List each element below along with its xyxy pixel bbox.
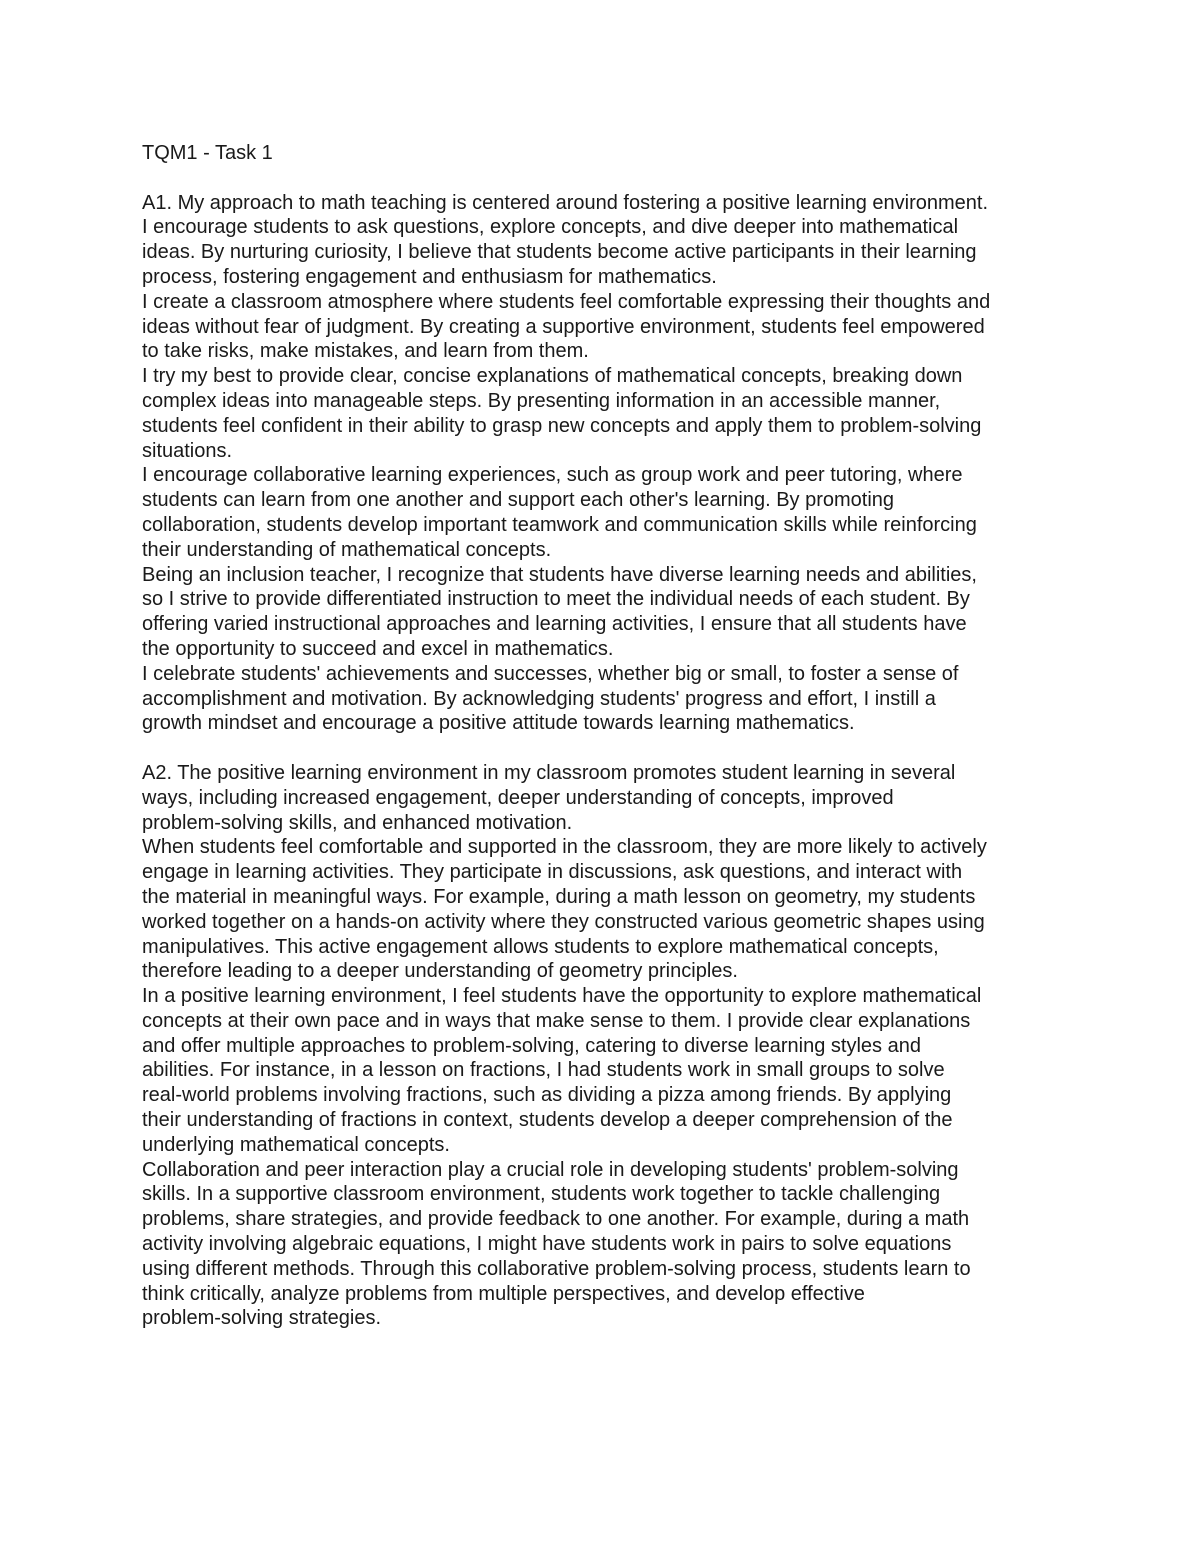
blank-line (142, 736, 1072, 761)
text-line: ideas. By nurturing curiosity, I believe that students become active participants in their learning (142, 241, 977, 264)
text-line: manipulatives. This active engagement allows students to explore mathematical concepts, (142, 935, 939, 958)
text-line: problem-solving skills, and enhanced motivation. (142, 811, 573, 834)
text-line: the material in meaningful ways. For example, during a math lesson on geometry, my students (142, 885, 976, 908)
section-a1 (142, 191, 1072, 737)
text-line: real-world problems involving fractions, such as dividing a pizza among friends. By applying (142, 1084, 952, 1107)
document-title: TQM1 - Task 1 (142, 142, 273, 164)
text-line: students feel confident in their ability to grasp new concepts and apply them to problem-solving (142, 414, 982, 437)
text-line: I try my best to provide clear, concise explanations of mathematical concepts, breaking down (142, 365, 963, 388)
text-line: I celebrate students' achievements and successes, whether big or small, to foster a sense of (142, 662, 959, 685)
text-line: I create a classroom atmosphere where students feel comfortable expressing their thoughts and (142, 290, 991, 313)
text-line: students can learn from one another and support each other's learning. By promoting (142, 489, 895, 512)
text-line: concepts at their own pace and in ways that make sense to them. I provide clear explanations (142, 1009, 971, 1032)
text-line: ideas without fear of judgment. By creating a supportive environment, students feel empowered (142, 315, 985, 338)
text-line: engage in learning activities. They participate in discussions, ask questions, and interact with (142, 861, 963, 884)
text-line: ways, including increased engagement, deeper understanding of concepts, improved (142, 786, 894, 809)
text-line: skills. In a supportive classroom environment, students work together to tackle challenging (142, 1183, 941, 1206)
text-line: therefore leading to a deeper understanding of geometry principles. (142, 960, 738, 983)
text-line: the opportunity to succeed and excel in mathematics. (142, 637, 614, 660)
text-line: underlying mathematical concepts. (142, 1133, 450, 1156)
text-line: activity involving algebraic equations, I might have students work in pairs to solve equations (142, 1233, 952, 1256)
text-line: A1. My approach to math teaching is centered around fostering a positive learning environment. (142, 191, 989, 214)
text-line: to take risks, make mistakes, and learn from them. (142, 340, 589, 363)
text-line: their understanding of fractions in context, students develop a deeper comprehension of the (142, 1109, 953, 1132)
text-line: A2. The positive learning environment in my classroom promotes student learning in several (142, 761, 956, 784)
text-line: Being an inclusion teacher, I recognize that students have diverse learning needs and abilities, (142, 563, 977, 586)
text-line: their understanding of mathematical concepts. (142, 538, 552, 561)
text-line: so I strive to provide differentiated instruction to meet the individual needs of each student. By (142, 588, 970, 611)
text-line: Collaboration and peer interaction play a crucial role in developing students' problem-solving (142, 1158, 959, 1181)
text-line: When students feel comfortable and supported in the classroom, they are more likely to actively (142, 836, 987, 859)
text-line: In a positive learning environment, I feel students have the opportunity to explore mathematical (142, 985, 982, 1008)
text-line: growth mindset and encourage a positive attitude towards learning mathematics. (142, 712, 855, 735)
text-line: situations. (142, 439, 233, 462)
text-line: using different methods. Through this collaborative problem-solving process, students learn to (142, 1257, 971, 1280)
text-line: problem-solving strategies. (142, 1307, 381, 1330)
text-line: accomplishment and motivation. By acknowledging students' progress and effort, I instill a (142, 687, 936, 710)
text-line: complex ideas into manageable steps. By presenting information in an accessible manner, (142, 389, 941, 412)
document-body (142, 141, 1072, 1331)
section-a2 (142, 761, 1072, 1331)
text-line: I encourage collaborative learning experiences, such as group work and peer tutoring, where (142, 464, 963, 487)
blank-line (142, 166, 1072, 191)
text-line: abilities. For instance, in a lesson on fractions, I had students work in small groups to solve (142, 1059, 945, 1082)
text-line: think critically, analyze problems from multiple perspectives, and develop effective (142, 1282, 865, 1305)
text-line: I encourage students to ask questions, explore concepts, and dive deeper into mathematical (142, 216, 959, 239)
text-line: worked together on a hands-on activity where they constructed various geometric shapes using (142, 910, 985, 933)
text-line: offering varied instructional approaches and learning activities, I ensure that all students have (142, 613, 967, 636)
text-line: process, fostering engagement and enthusiasm for mathematics. (142, 265, 717, 288)
text-line: collaboration, students develop important teamwork and communication skills while reinforcing (142, 513, 977, 536)
text-line: and offer multiple approaches to problem-solving, catering to diverse learning styles and (142, 1034, 921, 1057)
text-line: problems, share strategies, and provide feedback to one another. For example, during a math (142, 1208, 970, 1231)
